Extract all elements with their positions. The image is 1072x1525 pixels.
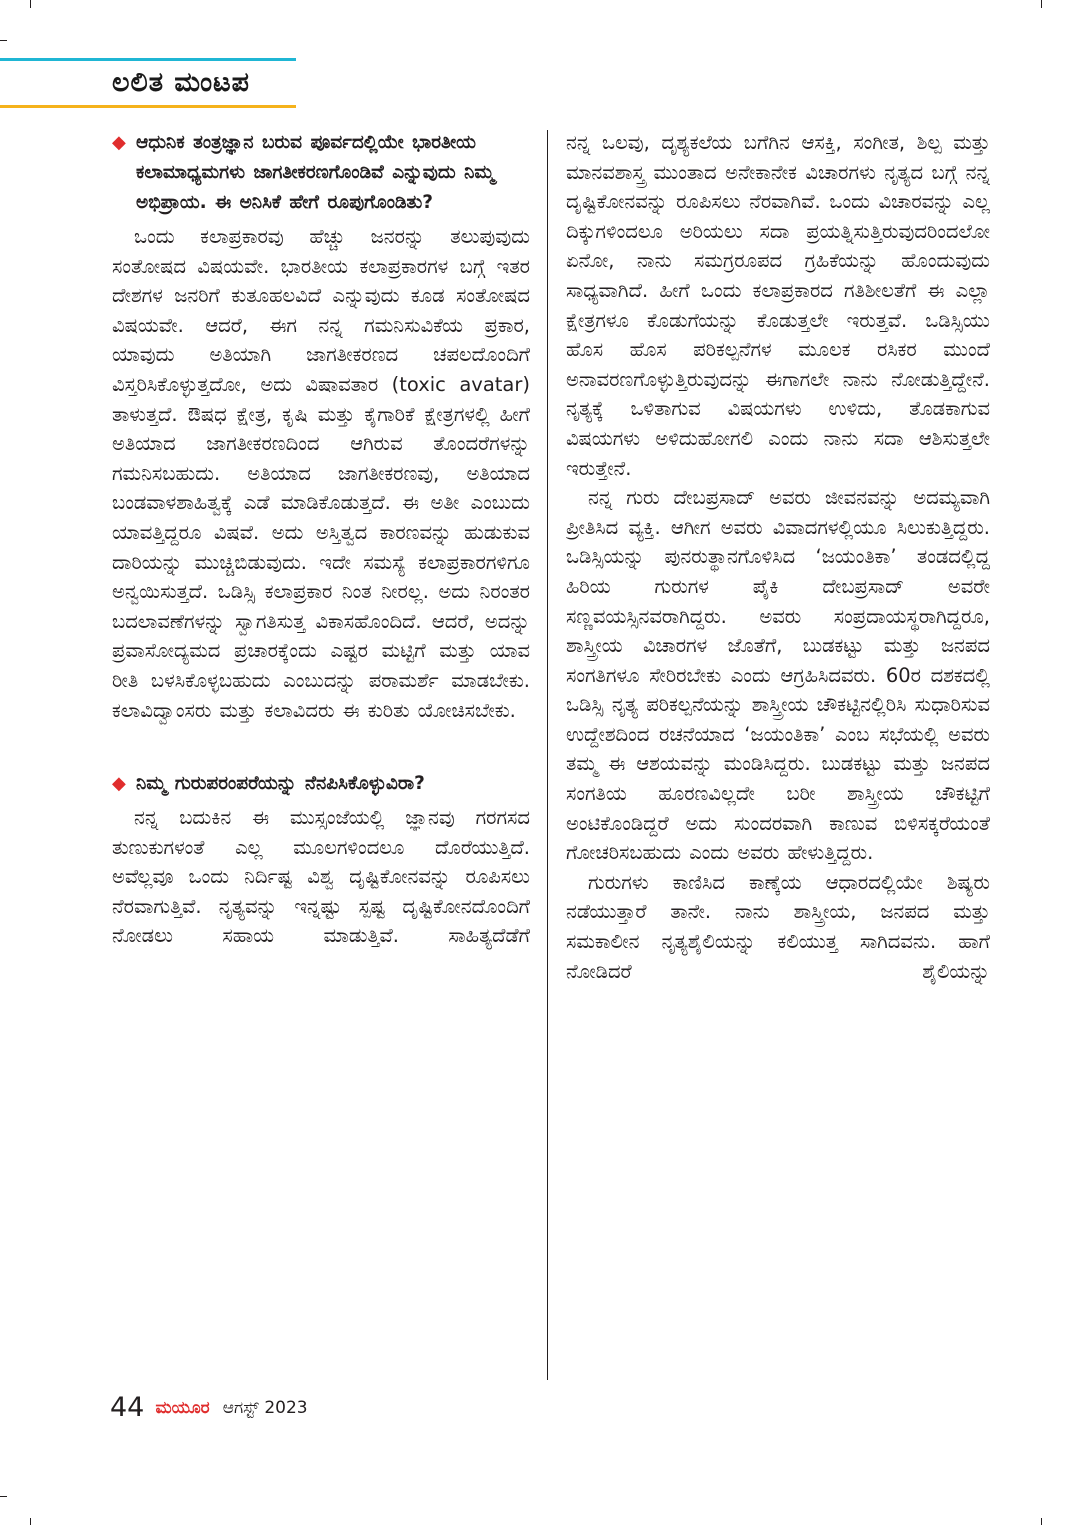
header-top-rule (0, 58, 296, 61)
right-paragraph-1: ನನ್ನ ಒಲವು, ದೃಶ್ಯಕಲೆಯ ಬಗೆಗಿನ ಆಸಕ್ತಿ, ಸಂಗೀತ, ಶಿಲ್ಪ ಮತ್ತು ಮಾನವಶಾಸ್ತ್ರ ಮುಂತಾದ ಅನೇಕಾನೇಕ ವಿಚಾರಗಳು ನೃತ್ಯದ ಬಗ್ಗೆ ನನ್ನ ದೃಷ್ಟಿಕೋನವನ್ನು ರೂಪಿಸಲು ನೆರವಾಗಿವೆ. ಒಂದು ವಿಚಾರವನ್ನು ಎಲ್ಲ ದಿಕ್ಕುಗಳಿಂದಲೂ ಅರಿಯಲು ಸದಾ ಪ್ರಯತ್ನಿಸುತ್ತಿರುವುದರಿಂದಲೋ ಏನೋ, ನಾನು ಸಮಗ್ರರೂಪದ ಗ್ರಹಿಕೆಯನ್ನು ಹೊಂದುವುದು ಸಾಧ್ಯವಾಗಿದೆ. ಹೀಗೆ ಒಂದು ಕಲಾಪ್ರಕಾರದ ಗತಿಶೀಲತೆಗೆ ಈ ಎಲ್ಲಾ ಕ್ಷೇತ್ರಗಳೂ ಕೊಡುಗೆಯನ್ನು ಕೊಡುತ್ತಲೇ ಇರುತ್ತವೆ. ಒಡಿಸ್ಸಿಯು ಹೊಸ ಹೊಸ ಪರಿಕಲ್ಪನೆಗಳ ಮೂಲಕ ರಸಿಕರ ಮುಂದೆ ಅನಾವರಣಗೊಳ್ಳುತ್ತಿರುವುದನ್ನು ಈಗಾಗಲೇ ನಾನು ನೋಡುತ್ತಿದ್ದೇನೆ. ನೃತ್ಯಕ್ಕೆ ಒಳಿತಾಗುವ ವಿಷಯಗಳು ಉಳಿದು, ತೊಡಕಾಗುವ ವಿಷಯಗಳು ಅಳಿದುಹೋಗಲಿ ಎಂದು ನಾನು ಸದಾ ಆಶಿಸುತ್ತಲೇ ಇರುತ್ತೇನೆ. (566, 131, 990, 480)
section-title: ಲಲಿತ ಮಂಟಪ (112, 67, 250, 98)
question-1-text: ಆಧುನಿಕ ತಂತ್ರಜ್ಞಾನ ಬರುವ ಪೂರ್ವದಲ್ಲಿಯೇ ಭಾರತೀಯ ಕಲಾಮಾಧ್ಯಮಗಳು ಜಾಗತೀಕರಣಗೊಂಡಿವೆ ಎನ್ನುವುದು ನಿಮ್ಮ ಅಭಿಪ್ರಾಯ. ಈ ಅನಿಸಿಕೆ ಹೇಗೆ ರೂಪುಗೊಂಡಿತು? (136, 132, 495, 213)
issue-date: ಆಗಸ್ಟ್ 2023 (222, 1397, 308, 1418)
answer-2: ನನ್ನ ಬದುಕಿನ ಈ ಮುಸ್ಸಂಜೆಯಲ್ಲಿ ಜ್ಞಾನವು ಗರಗಸದ ತುಣುಕುಗಳಂತೆ ಎಲ್ಲ ಮೂಲಗಳಿಂದಲೂ ದೊರೆಯುತ್ತಿದೆ. ಅವೆಲ್ಲವೂ ಒಂದು ನಿರ್ದಿಷ್ಟ ವಿಶ್ವ ದೃಷ್ಟಿಕೋನವನ್ನು ರೂಪಿಸಲು ನೆರವಾಗುತ್ತಿವೆ. ನೃತ್ಯವನ್ನು ಇನ್ನಷ್ಟು ಸ್ಪಷ್ಟ ದೃಷ್ಟಿಕೋನದೊಂದಿಗೆ ನೋಡಲು ಸಹಾಯ ಮಾಡುತ್ತಿವೆ. ಸಾಹಿತ್ಯದೆಡೆಗೆ (112, 806, 530, 948)
left-column (112, 128, 530, 1380)
right-paragraph-3: ಗುರುಗಳು ಕಾಣಿಸಿದ ಕಾಣ್ಕೆಯ ಆಧಾರದಲ್ಲಿಯೇ ಶಿಷ್ಯರು ನಡೆಯುತ್ತಾರೆ ತಾನೇ. ನಾನು ಶಾಸ್ತ್ರೀಯ, ಜನಪದ ಮತ್ತು ಸಮಕಾಲೀನ ನೃತ್ಯಶೈಲಿಯನ್ನು ಕಲಿಯುತ್ತ ಸಾಗಿದವನು. ಹಾಗೆ ನೋಡಿದರೆ ಶೈಲಿಯನ್ನು (566, 870, 990, 983)
crop-mark-left-top (0, 40, 7, 41)
section-header (0, 58, 296, 108)
column-divider (547, 130, 548, 1380)
crop-mark-left-bottom (0, 1496, 7, 1497)
header-bottom-rule (0, 105, 296, 108)
crop-mark-top-left (30, 0, 31, 8)
question-1 (112, 128, 530, 218)
paragraph-gap (112, 725, 530, 769)
crop-mark-bottom-left (30, 1518, 31, 1525)
right-paragraph-2: ನನ್ನ ಗುರು ದೇಬಪ್ರಸಾದ್ ಅವರು ಜೀವನವನ್ನು ಅದಮ್ಯವಾಗಿ ಪ್ರೀತಿಸಿದ ವ್ಯಕ್ತಿ. ಆಗೀಗ ಅವರು ವಿವಾದಗಳಲ್ಲಿಯೂ ಸಿಲುಕುತ್ತಿದ್ದರು. ಒಡಿಸ್ಸಿಯನ್ನು ಪುನರುತ್ಥಾನಗೊಳಿಸಿದ ‘ಜಯಂತಿಕಾ’ ತಂಡದಲ್ಲಿದ್ದ ಹಿರಿಯ ಗುರುಗಳ ಪೈಕಿ ದೇಬಪ್ರಸಾದ್ ಅವರೇ ಸಣ್ಣವಯಸ್ಸಿನವರಾಗಿದ್ದರು. ಅವರು ಸಂಪ್ರದಾಯಸ್ಥರಾಗಿದ್ದರೂ, ಶಾಸ್ತ್ರೀಯ ವಿಚಾರಗಳ ಜೊತೆಗೆ, ಬುಡಕಟ್ಟು ಮತ್ತು ಜನಪದ ಸಂಗತಿಗಳೂ ಸೇರಿರಬೇಕು ಎಂದು ಆಗ್ರಹಿಸಿದವರು. 60ರ ದಶಕದಲ್ಲಿ ಒಡಿಸ್ಸಿ ನೃತ್ಯ ಪರಿಕಲ್ಪನೆಯನ್ನು ಶಾಸ್ತ್ರೀಯ ಚೌಕಟ್ಟಿನಲ್ಲಿರಿಸಿ ಸುಧಾರಿಸುವ ಉದ್ದೇಶದಿಂದ ರಚನೆಯಾದ ‘ಜಯಂತಿಕಾ’ ಎಂಬ ಸಭೆಯಲ್ಲಿ ಅವರು ತಮ್ಮ ಈ ಆಶಯವನ್ನು ಮಂಡಿಸಿದ್ದರು. ಬುಡಕಟ್ಟು ಮತ್ತು ಜನಪದ ಸಂಗತಿಯ ಹೂರಣವಿಲ್ಲದೇ ಬರೀ ಶಾಸ್ತ್ರೀಯ ಚೌಕಟ್ಟಿಗೆ ಅಂಟಿಕೊಂಡಿದ್ದರೆ ಅದು ಸುಂದರವಾಗಿ ಕಾಣುವ ಬಿಳಿಸಕ್ಕರೆಯಂತೆ ಗೋಚರಿಸಬಹುದು ಎಂದು ಅವರು ಹೇಳುತ್ತಿದ್ದರು. (566, 486, 990, 865)
crop-mark-top-right (1041, 0, 1042, 8)
diamond-bullet-icon: ◆ (112, 132, 126, 153)
answer-1: ಒಂದು ಕಲಾಪ್ರಕಾರವು ಹೆಚ್ಚು ಜನರನ್ನು ತಲುಪುವುದು ಸಂತೋಷದ ವಿಷಯವೇ. ಭಾರತೀಯ ಕಲಾಪ್ರಕಾರಗಳ ಬಗ್ಗೆ ಇತರ ದೇಶಗಳ ಜನರಿಗೆ ಕುತೂಹಲವಿದೆ ಎನ್ನುವುದು ಕೂಡ ಸಂತೋಷದ ವಿಷಯವೇ. ಆದರೆ, ಈಗ ನನ್ನ ಗಮನಿಸುವಿಕೆಯ ಪ್ರಕಾರ, ಯಾವುದು ಅತಿಯಾಗಿ ಜಾಗತೀಕರಣದ ಚಪಲದೊಂದಿಗೆ ವಿಸ್ತರಿಸಿಕೊಳ್ಳುತ್ತದೋ, ಅದು ವಿಷಾವತಾರ (toxic avatar) ತಾಳುತ್ತದೆ. ಔಷಧ ಕ್ಷೇತ್ರ, ಕೃಷಿ ಮತ್ತು ಕೈಗಾರಿಕೆ ಕ್ಷೇತ್ರಗಳಲ್ಲಿ ಹೀಗೆ ಅತಿಯಾದ ಜಾಗತೀಕರಣದಿಂದ ಆಗಿರುವ ತೊಂದರೆಗಳನ್ನು ಗಮನಿಸಬಹುದು. ಅತಿಯಾದ ಜಾಗತೀಕರಣವು, ಅತಿಯಾದ ಬಂಡವಾಳಶಾಹಿತ್ವಕ್ಕೆ ಎಡೆ ಮಾಡಿಕೊಡುತ್ತದೆ. ಈ ಅತೀ ಎಂಬುದು ಯಾವತ್ತಿದ್ದರೂ ವಿಷವೆ. ಅದು ಅಸ್ತಿತ್ವದ ಕಾರಣವನ್ನು ಹುಡುಕುವ ದಾರಿಯನ್ನು ಮುಚ್ಚಿಬಿಡುವುದು. ಇದೇ ಸಮಸ್ಯೆ ಕಲಾಪ್ರಕಾರಗಳಿಗೂ ಅನ್ವಯಿಸುತ್ತದೆ. ಒಡಿಸ್ಸಿ ಕಲಾಪ್ರಕಾರ ನಿಂತ ನೀರಲ್ಲ. ಅದು ನಿರಂತರ ಬದಲಾವಣೆಗಳನ್ನು ಸ್ವಾಗತಿಸುತ್ತ ವಿಕಾಸಹೊಂದಿದೆ. ಆದರೆ, ಅದನ್ನು ಪ್ರವಾಸೋದ್ಯಮದ ಪ್ರಚಾರಕ್ಕೆಂದು ಎಷ್ಟರ ಮಟ್ಟಿಗೆ ಮತ್ತು ಯಾವ ರೀತಿ ಬಳಸಿಕೊಳ್ಳಬಹುದು ಎಂಬುದನ್ನು ಪರಾಮರ್ಶೆ ಮಾಡಬೇಕು. ಕಲಾವಿದ್ವಾಂಸರು ಮತ್ತು ಕಲಾವಿದರು ಈ ಕುರಿತು ಯೋಚಿಸಬೇಕು. (112, 225, 530, 722)
page-footer (110, 1392, 308, 1432)
page-number: 44 (110, 1392, 145, 1423)
crop-mark-bottom-right (1041, 1518, 1042, 1525)
question-2-text: ನಿಮ್ಮ ಗುರುಪರಂಪರೆಯನ್ನು ನೆನಪಿಸಿಕೊಳ್ಳುವಿರಾ? (136, 773, 425, 795)
question-2 (112, 769, 530, 799)
right-column (566, 128, 990, 1380)
magazine-logo: ಮಯೂರ (155, 1397, 210, 1418)
diamond-bullet-icon: ◆ (112, 773, 126, 795)
